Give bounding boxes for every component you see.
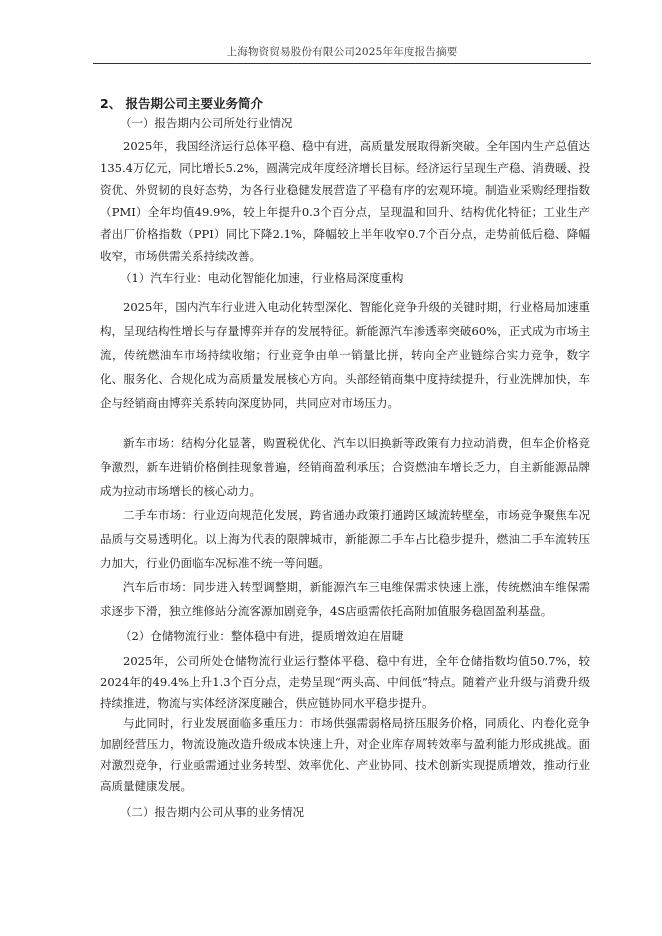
paragraph-new-car-market: 新车市场：结构分化显著，购置税优化、汽车以旧换新等政策有力拉动消费，但车企价格竞争激烈，新车进销价格倒挂现象普遍，经销商盈利承压；合资燃油车增长乏力，自主新能源品牌成为拉动市场增长的核心动力。 bbox=[100, 436, 590, 498]
header-divider bbox=[93, 63, 591, 64]
subheading-storage-logistics: （2）仓储物流行业：整体稳中有进，提质增效迫在眉睫 bbox=[120, 629, 404, 643]
subheading-company-business: （二）报告期内公司从事的业务情况 bbox=[120, 805, 304, 819]
page-header: 上海物资贸易股份有限公司2025年年度报告摘要 bbox=[226, 46, 458, 58]
subheading-auto-industry: （1）汽车行业：电动化智能化加速，行业格局深度重构 bbox=[120, 271, 404, 285]
subheading-industry: （一）报告期内公司所处行业情况 bbox=[120, 116, 293, 130]
paragraph-aftermarket: 汽车后市场：同步进入转型调整期，新能源汽车三电维保需求快速上涨，传统燃油车维保需求逐步下滑，独立维修站分流客源加剧竞争，4S店亟需依托高附加值服务稳固盈利基盘。 bbox=[100, 580, 590, 618]
paragraph-storage-logistics: 2025年，公司所处仓储物流行业运行整体平稳、稳中有进，全年仓储指数均值50.7%，较2024年的49.4%上升1.3个百分点，走势呈现“两头高、中间低”特点。随着产业升级与消费升级持续推进，物流与实体经济深度融合，供应链协同水平稳步提升。 bbox=[100, 654, 590, 710]
paragraph-used-car-market: 二手车市场：行业迈向规范化发展，跨省通办政策打通跨区域流转壁垒，市场竞争聚焦车况品质与交易透明化。以上海为代表的限牌城市，新能源二手车占比稳步提升，燃油二手车流转压力加大，行业仍面临车况标准不统一等问题。 bbox=[100, 508, 590, 570]
section-title: 2、 报告期公司主要业务简介 bbox=[100, 96, 264, 111]
paragraph-macro-economy: 2025年，我国经济运行总体平稳、稳中有进，高质量发展取得新突破。全年国内生产总值达135.4万亿元，同比增长5.2%，圆满完成年度经济增长目标。经济运行呈现生产稳、消费暖、投资优、外贸韧的良好态势，为各行业稳健发展营造了平稳有序的宏观环境。制造业采购经理指数（PMI）全年均值49.9%，较上年提升0.3个百分点，呈现温和回升、结构优化特征；工业生产者出厂价格指数（PPI）同比下降2.1%，降幅较上半年收窄0.7个百分点，走势前低后稳、降幅收窄，市场供需关系持续改善。 bbox=[100, 139, 590, 263]
paragraph-industry-pressure: 与此同时，行业发展面临多重压力：市场供强需弱格局挤压服务价格，同质化、内卷化竞争加剧经营压力，物流设施改造升级成本快速上升，对企业库存周转效率与盈利能力形成挑战。面对激烈竞争，行业亟需通过业务转型、效率优化、产业协同、技术创新实现提质增效，推动行业高质量健康发展。 bbox=[100, 716, 590, 793]
paragraph-auto-industry: 2025年，国内汽车行业进入电动化转型深化、智能化竞争升级的关键时期，行业格局加速重构，呈现结构性增长与存量博弈并存的发展特征。新能源汽车渗透率突破60%，正式成为市场主流，传统燃油车市场持续收缩；行业竞争由单一销量比拼，转向全产业链综合实力竞争，数字化、服务化、合规化成为高质量发展核心方向。头部经销商集中度持续提升，行业洗牌加快，车企与经销商由博弈关系转向深度协同，共同应对市场压力。 bbox=[100, 300, 590, 410]
